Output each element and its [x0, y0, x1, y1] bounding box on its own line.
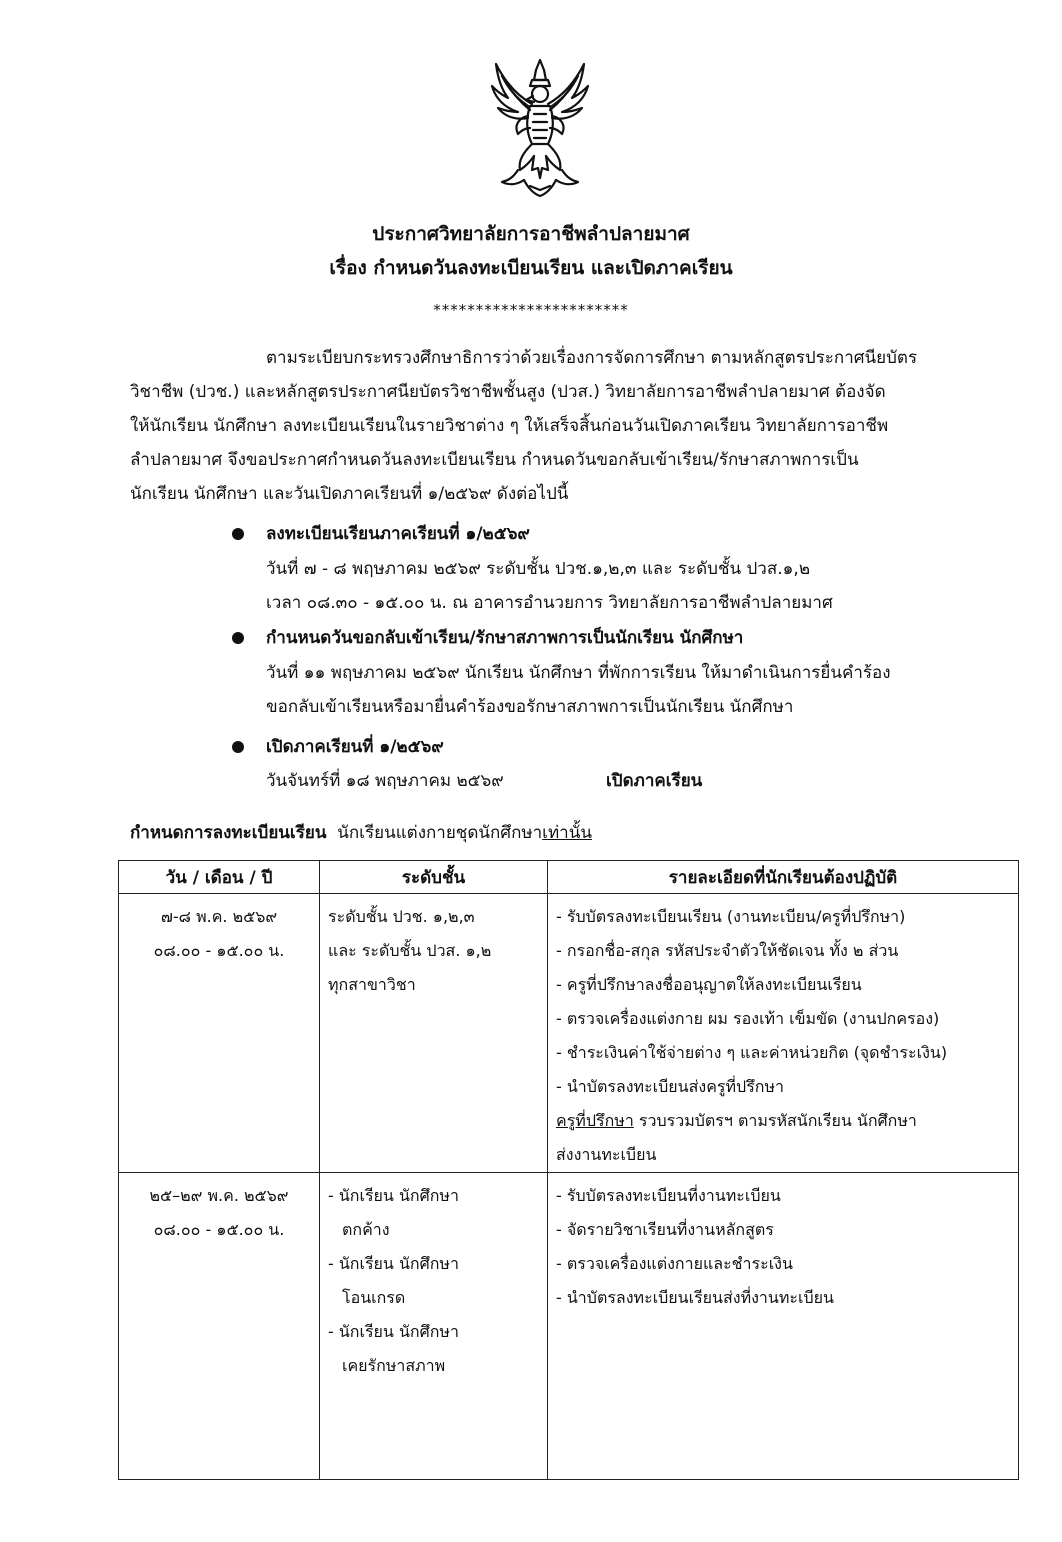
table-header-details: รายละเอียดที่นักเรียนต้องปฏิบัติ [548, 861, 1019, 894]
date-line: ๗-๘ พ.ค. ๒๕๖๙ [160, 907, 278, 926]
date-line: ๒๕–๒๙ พ.ค. ๒๕๖๙ [149, 1186, 289, 1205]
registration-note-underlined: เท่านั้น [542, 823, 592, 843]
intro-line-1: ตามระเบียบกระทรวงศึกษาธิการว่าด้วยเรื่องการจัดการศึกษา ตามหลักสูตรประกาศนียบัตร [266, 348, 918, 368]
registration-note: นักเรียนแต่งกายชุดนักศึกษา [337, 823, 543, 843]
table-cell-date [119, 1173, 320, 1480]
bullet-2-line-1: วันที่ ๑๑ พฤษภาคม ๒๕๖๙ นักเรียน นักศึกษา ที่พักการเรียน ให้มาดำเนินการยื่นคำร้อง [266, 663, 891, 683]
detail-line: - ตรวจเครื่องแต่งกายและชำระเงิน [556, 1254, 793, 1273]
bullet-1-heading: ลงทะเบียนเรียนภาคเรียนที่ ๑/๒๕๖๙ [266, 524, 530, 544]
registration-heading [130, 820, 592, 846]
announcement-subject: เรื่อง กำหนดวันลงทะเบียนเรียน และเปิดภาคเรียน [329, 257, 733, 279]
announcement-title: ประกาศวิทยาลัยการอาชีพลำปลายมาศ [372, 223, 690, 245]
level-line: - นักเรียน นักศึกษา [328, 1254, 459, 1273]
intro-line-4: ลำปลายมาศ จึงขอประกาศกำหนดวันลงทะเบียนเรียน กำหนดวันขอกลับเข้าเรียน/รักษาสภาพการเป็น [130, 450, 859, 470]
registration-schedule-table [118, 860, 1019, 1480]
detail-line: - ตรวจเครื่องแต่งกาย ผม รองเท้า เข็มขัด (งานปกครอง) [556, 1009, 940, 1028]
bullet-3-heading: เปิดภาคเรียนที่ ๑/๒๕๖๙ [266, 737, 444, 757]
advisor-text: รวบรวมบัตรฯ ตามรหัสนักเรียน นักศึกษา [633, 1111, 917, 1130]
time-line: ๐๘.๐๐ - ๑๕.๐๐ น. [153, 1220, 285, 1239]
separator-stars: *********************** [433, 301, 629, 319]
bullet-3-date: วันจันทร์ที่ ๑๘ พฤษภาคม ๒๕๖๙ [266, 771, 504, 791]
table-cell-level [320, 1173, 548, 1480]
table-header-date: วัน / เดือน / ปี [119, 861, 320, 894]
table-cell-date [119, 894, 320, 1173]
table-row [119, 1173, 1019, 1480]
bullet-2-line-2: ขอกลับเข้าเรียนหรือมายื่นคำร้องขอรักษาสภาพการเป็นนักเรียน นักศึกษา [266, 697, 794, 717]
bullet-icon [232, 528, 244, 540]
bullet-2-heading: กำนหนดวันขอกลับเข้าเรียน/รักษาสภาพการเป็นนักเรียน นักศึกษา [266, 628, 744, 648]
advisor-line-2: ส่งงานทะเบียน [556, 1145, 657, 1164]
intro-line-3: ให้นักเรียน นักศึกษา ลงทะเบียนเรียนในรายวิชาต่าง ๆ ให้เสร็จสิ้นก่อนวันเปิดภาคเรียน วิทยาลัยการอาชีพ [130, 416, 889, 436]
detail-line: - กรอกชื่อ-สกุล รหัสประจำตัวให้ชัดเจน ทั้ง ๒ ส่วน [556, 941, 899, 960]
detail-line: - ชำระเงินค่าใช้จ่ายต่าง ๆ และค่าหน่วยกิต (จุดชำระเงิน) [556, 1043, 948, 1062]
detail-line: - ครูที่ปรึกษาลงชื่ออนุญาตให้ลงทะเบียนเรียน [556, 975, 862, 994]
detail-line: - รับบัตรลงทะเบียนเรียน (งานทะเบียน/ครูที่ปรึกษา) [556, 907, 906, 926]
level-line: โอนเกรด [342, 1288, 406, 1307]
intro-line-2: วิชาชีพ (ปวช.) และหลักสูตรประกาศนียบัตรวิชาชีพชั้นสูง (ปวส.) วิทยาลัยการอาชีพลำปลายมาศ ต้องจัด [130, 382, 886, 402]
level-line: ตกค้าง [342, 1220, 390, 1239]
bullet-1-line-1: วันที่ ๗ - ๘ พฤษภาคม ๒๕๖๙ ระดับชั้น ปวช.๑,๒,๓ และ ระดับชั้น ปวส.๑,๒ [266, 559, 811, 579]
detail-line: - จัดรายวิชาเรียนที่งานหลักสูตร [556, 1220, 774, 1239]
detail-line: - นำบัตรลงทะเบียนส่งครูที่ปรึกษา [556, 1077, 785, 1096]
table-cell-level [320, 894, 548, 1173]
level-line: - นักเรียน นักศึกษา [328, 1322, 459, 1341]
registration-heading-title: กำหนดการลงทะเบียนเรียน [130, 823, 327, 843]
bullet-1-line-2: เวลา ๐๘.๓๐ - ๑๕.๐๐ น. ณ อาคารอำนวยการ วิทยาลัยการอาชีพลำปลายมาศ [266, 593, 833, 613]
level-line: ระดับชั้น ปวช. ๑,๒,๓ [328, 907, 475, 926]
level-line: เคยรักษาสภาพ [342, 1356, 446, 1375]
garuda-emblem-icon [488, 56, 592, 200]
detail-line: - นำบัตรลงทะเบียนเรียนส่งที่งานทะเบียน [556, 1288, 834, 1307]
level-line: ทุกสาขาวิชา [328, 975, 416, 994]
table-cell-details [548, 1173, 1019, 1480]
bullet-icon [232, 632, 244, 644]
intro-line-5: นักเรียน นักศึกษา และวันเปิดภาคเรียนที่ ๑/๒๕๖๙ ดังต่อไปนี้ [130, 484, 569, 504]
table-header-row [119, 861, 1019, 894]
detail-line: - รับบัตรลงทะเบียนที่งานทะเบียน [556, 1186, 781, 1205]
level-line: และ ระดับชั้น ปวส. ๑,๒ [328, 941, 492, 960]
advisor-line [556, 1104, 1010, 1138]
table-row [119, 894, 1019, 1173]
table-header-level: ระดับชั้น [320, 861, 548, 894]
level-line: - นักเรียน นักศึกษา [328, 1186, 459, 1205]
bullet-3-label: เปิดภาคเรียน [606, 771, 703, 791]
table-cell-details [548, 894, 1019, 1173]
time-line: ๐๘.๐๐ - ๑๕.๐๐ น. [153, 941, 285, 960]
advisor-label: ครูที่ปรึกษา [556, 1111, 634, 1130]
bullet-icon [232, 741, 244, 753]
